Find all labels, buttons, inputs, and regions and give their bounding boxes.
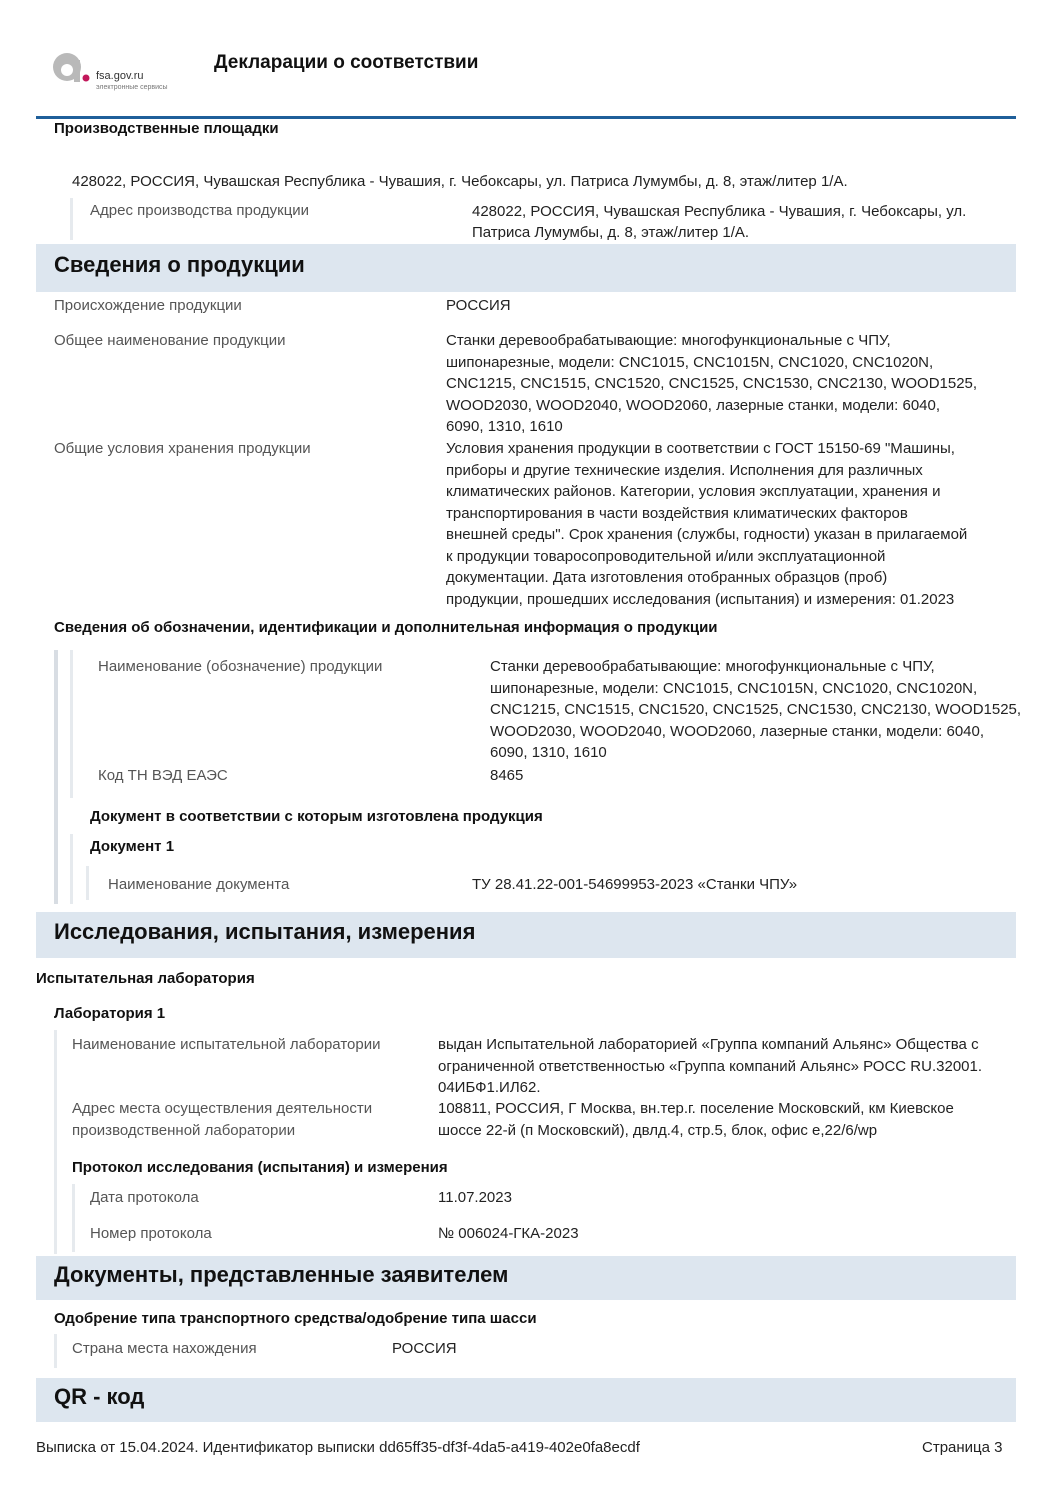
- product-name-value: Станки деревообрабатывающие: многофункциональные с ЧПУ, шипонарезные, модели: CNC1015, CNC1015N, CNC1020, CNC1020N, CNC1215, CNC1515, CNC1520, CNC1525, CNC1530, CNC2130, WOOD1525, WOOD2030, WOOD2040, WOOD2060, лазерные станки, модели: 6040, 6090, 1310, 1610: [446, 332, 978, 435]
- footer-page-number: Страница 3: [922, 1439, 1003, 1456]
- tnved-value: 8465: [490, 767, 524, 784]
- origin-label: Происхождение продукции: [54, 297, 242, 314]
- product-name-label: Общее наименование продукции: [54, 332, 286, 349]
- logo-domain: fsa.gov.ru: [96, 70, 144, 82]
- indent-bar: [54, 650, 58, 904]
- indent-bar: [70, 198, 73, 240]
- storage-value: Условия хранения продукции в соответствии с ГОСТ 15150-69 "Машины, приборы и другие технические изделия. Исполнения для различных климатических районов. Категории, условия эксплуатации, хранения и транспортирования в части воздействия климатических факторов внешней среды". Срок хранения (службы, годности) указан в прилагаемой к продукции товаросопроводительной и/или эксплуатационной документации. Дата изготовления отобранных образцов (проб) продукции, прошедших исследования (испытания) и измерения: 01.2023: [446, 440, 968, 608]
- indent-bar: [70, 834, 73, 904]
- section-band-documents: [36, 1256, 1016, 1300]
- production-site-line: 428022, РОССИЯ, Чувашская Республика - Чувашия, г. Чебоксары, ул. Патриса Лумумбы, д. 8, этаж/литер 1/А.: [72, 173, 848, 190]
- section-title-qr: QR - код: [54, 1384, 145, 1409]
- tnved-label: Код ТН ВЭД ЕАЭС: [98, 767, 228, 784]
- doc-name-label: Наименование документа: [108, 876, 290, 893]
- designation-label: Наименование (обозначение) продукции: [98, 658, 383, 675]
- identification-heading: Сведения об обозначении, идентификации и дополнительная информация о продукции: [54, 619, 718, 636]
- production-sites-heading: Производственные площадки: [54, 120, 279, 137]
- designation-value: Станки деревообрабатывающие: многофункциональные с ЧПУ, шипонарезные, модели: CNC1015, CNC1015N, CNC1020, CNC1020N, CNC1215, CNC1515, CNC1520, CNC1525, CNC1530, CNC2130, WOOD1525, WOOD2030, WOOD2040, WOOD2060, лазерные станки, модели: 6040, 6090, 1310, 1610: [490, 658, 1022, 761]
- production-address-line2: Патриса Лумумбы, д. 8, этаж/литер 1/А.: [472, 224, 750, 241]
- protocol-heading: Протокол исследования (испытания) и измерения: [72, 1159, 448, 1176]
- origin-value: РОССИЯ: [446, 297, 511, 314]
- protocol-number-label: Номер протокола: [90, 1225, 212, 1242]
- indent-bar: [72, 1184, 75, 1252]
- footer-extract: Выписка от 15.04.2024. Идентификатор выписки dd65ff35-df3f-4da5-a419-402e0fa8ecdf: [36, 1439, 640, 1456]
- doc-heading: Документ в соответствии с которым изготовлена продукция: [90, 808, 543, 825]
- country-value: РОССИЯ: [392, 1340, 457, 1357]
- protocol-date-value: 11.07.2023: [438, 1189, 512, 1206]
- lab-address-value: 108811, РОССИЯ, Г Москва, вн.тер.г. поселение Московский, км Киевское шоссе 22-й (п Московский), двлд.4, стр.5, блок, офис е,22/6/wp: [438, 1100, 954, 1139]
- lab-name-value: выдан Испытательной лабораторией «Группа компаний Альянс» Общества с ограниченной ответственностью «Группа компаний Альянс» РОСС RU.32001. 04ИБФ1.ИЛ62.: [438, 1036, 983, 1096]
- indent-bar: [54, 1030, 57, 1254]
- section-band-qr: [36, 1378, 1016, 1422]
- indent-bar: [70, 650, 73, 798]
- storage-label: Общие условия хранения продукции: [54, 440, 311, 457]
- protocol-number-value: № 006024-ГКА-2023: [438, 1225, 579, 1242]
- production-address-line1: 428022, РОССИЯ, Чувашская Республика - Чувашия, г. Чебоксары, ул.: [472, 203, 967, 220]
- section-title-product: Сведения о продукции: [54, 252, 305, 277]
- section-title-research: Исследования, испытания, измерения: [54, 919, 476, 944]
- approval-heading: Одобрение типа транспортного средства/одобрение типа шасси: [54, 1310, 537, 1327]
- indent-bar: [54, 1334, 57, 1368]
- section-title-documents: Документы, представленные заявителем: [54, 1262, 509, 1287]
- doc-name-value: ТУ 28.41.22-001-54699953-2023 «Станки ЧПУ»: [472, 876, 798, 893]
- country-label: Страна места нахождения: [72, 1340, 257, 1357]
- lab-heading: Испытательная лаборатория: [36, 970, 255, 987]
- page-title: Декларации о соответствии: [214, 52, 479, 73]
- protocol-date-label: Дата протокола: [90, 1189, 199, 1206]
- production-address-label: Адрес производства продукции: [90, 202, 310, 219]
- lab-address-label: Адрес места осуществления деятельности производственной лаборатории: [72, 1100, 373, 1139]
- logo-subtitle: электронные сервисы: [96, 84, 168, 91]
- indent-bar: [86, 866, 89, 900]
- doc-number: Документ 1: [90, 838, 175, 855]
- lab-number: Лаборатория 1: [54, 1005, 166, 1022]
- fsa-logo-icon: [50, 48, 90, 88]
- lab-name-label: Наименование испытательной лаборатории: [72, 1036, 381, 1053]
- section-band-product: [36, 244, 1016, 292]
- header-divider: [36, 116, 1016, 119]
- section-band-research: [36, 912, 1016, 958]
